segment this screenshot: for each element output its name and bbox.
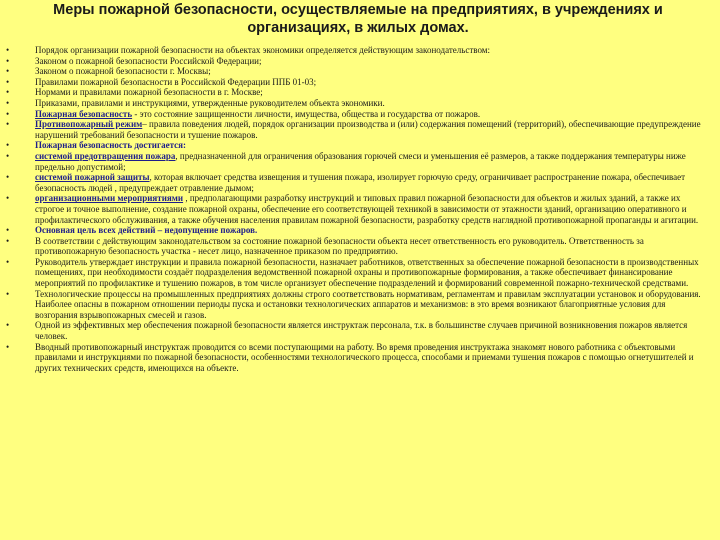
item-text: , которая включает средства извещения и тушения пожара, изолирует горючую среду, ограничивает распространение пожара, обеспечивает безопасность людей , предупреждает отравление дымом; — [35, 172, 686, 193]
bullet-icon: • — [6, 87, 10, 98]
bullet-icon: • — [6, 119, 10, 130]
list-item — [6, 257, 706, 289]
item-text: Правилами пожарной безопасности в Российской Федерации ППБ 01-03; — [35, 76, 317, 87]
bullet-icon: • — [6, 140, 10, 151]
list-item — [6, 56, 706, 67]
item-text: Одной из эффективных мер обеспечения пожарной безопасности является инструктаж персонала, т.к. в большинстве случаев причиной возникновения пожаров является человек. — [35, 320, 688, 342]
bullet-icon: • — [6, 150, 10, 161]
item-term: организационными мероприятиями — [35, 193, 184, 204]
list-item — [6, 66, 706, 77]
bullet-icon: • — [6, 288, 10, 299]
item-term: системой предотвращения пожара — [35, 150, 176, 161]
item-text: , предполагающими разработку инструкций и типовых правил пожарной безопасности для объектов и жилых зданий, а также их строгое и точное выполнение, создание пожарной охраны, обеспечение его соответствующей техникой в зависимости от этажности зданий, организацию оперативного и профилактического обслуживания, а также обучения населения правилам пожарной безопасности, разработку средств наглядной противопожарной пропаганды и агитации. — [35, 193, 699, 225]
list-item — [6, 77, 706, 88]
list-item — [6, 140, 706, 151]
bullet-icon: • — [6, 76, 10, 87]
item-text: Приказами, правилами и инструкциями, утвержденные руководителем объекта экономики. — [35, 97, 385, 108]
item-text: Нормами и правилами пожарной безопасности в г. Москве; — [35, 87, 263, 98]
item-term: Пожарная безопасность достигается: — [35, 140, 186, 151]
list-item — [6, 193, 706, 225]
bullet-icon: • — [6, 66, 10, 77]
item-text: , предназначенной для ограничения образования горючей смеси и уменьшения её размеров, а также поддержания температуры ниже предельно допустимой; — [35, 150, 686, 172]
item-text: Порядок организации пожарной безопасности на объектах экономики определяется действующим законодательством: — [35, 45, 491, 55]
item-term: Основная цель всех действий – недопущение пожаров. — [35, 225, 258, 236]
item-text: Законом о пожарной безопасности Российской Федерации; — [35, 55, 262, 66]
bullet-icon: • — [6, 55, 10, 66]
list-item — [6, 236, 706, 257]
list-item — [6, 151, 706, 172]
item-term: Пожарная безопасность — [35, 108, 133, 119]
bullet-icon: • — [6, 45, 10, 55]
item-text: Вводный противопожарный инструктаж проводится со всеми поступающими на работу. Во время проведения инструктажа знакомят нового работника с объектовыми правилами и инструкциями по пожарной безопасности, особенностями технологического процесса, способами и приемами тушения пожаров с помощью огнетушителей и других технических средств, имеющихся на объекте. — [35, 341, 694, 373]
list-item — [6, 45, 706, 56]
item-text: - это состояние защищенности личности, имущества, общества и государства от пожаров. — [132, 108, 481, 119]
item-text: В соответствии с действующим законодательством за состояние пожарной безопасности объекта несет ответственность его руководитель. Ответственность за противопожарную безопасность участка - несет лицо, назначенное приказом по предприятию. — [35, 235, 644, 257]
list-item — [6, 109, 706, 120]
bullet-icon: • — [6, 320, 10, 331]
bullet-icon: • — [6, 225, 10, 236]
list-item — [6, 98, 706, 109]
item-text: Законом о пожарной безопасности г. Москвы; — [35, 66, 211, 77]
list-item — [6, 289, 706, 321]
list-item — [6, 172, 706, 193]
bullet-icon: • — [6, 193, 10, 204]
bullet-icon: • — [6, 97, 10, 108]
bullet-list — [6, 45, 706, 373]
bullet-icon: • — [6, 235, 10, 246]
item-text: Технологические процессы на промышленных предприятиях должны строго соответствовать нормативам, регламентам и правилам эксплуатации установок и оборудования. Наиболее опасны в пожарном отношении периоды пуска и остановки технологических аппаратов и механизмов: в это время возникают благоприятные условия для возгорания взрывопожарных смесей и газов. — [35, 288, 701, 320]
page-title: Меры пожарной безопасности, осуществляемые на предприятиях, в учреждениях и организациях, в жилых домах. — [53, 2, 663, 36]
bullet-icon: • — [6, 256, 10, 267]
list-item — [6, 342, 706, 374]
list-item — [6, 119, 706, 140]
list-item — [6, 225, 706, 236]
item-term: системой пожарной защиты — [35, 172, 150, 183]
bullet-icon: • — [6, 108, 10, 119]
bullet-icon: • — [6, 172, 10, 183]
bullet-icon: • — [6, 341, 10, 352]
item-text: – правила поведения людей, порядок организации производства и (или) содержания помещений (территорий), обеспечивающие предупреждение нарушений требований безопасности и тушение пожаров. — [35, 119, 701, 140]
list-item — [6, 87, 706, 98]
item-text: Руководитель утверждает инструкции и правила пожарной безопасности, назначает работников, ответственных за обеспечение пожарной безопасности в производственных помещениях, при необходимости создаёт подразделения ведомственной пожарной охраны и противопожарные формирования, а также обеспечивает финансирование мероприятий по профилактике и тушению пожаров, в том числе организует обеспечение подразделений и формирований современной пожарно-технической средствами. — [35, 256, 699, 289]
item-term: Противопожарный режим — [35, 119, 143, 130]
list-item — [6, 320, 706, 341]
